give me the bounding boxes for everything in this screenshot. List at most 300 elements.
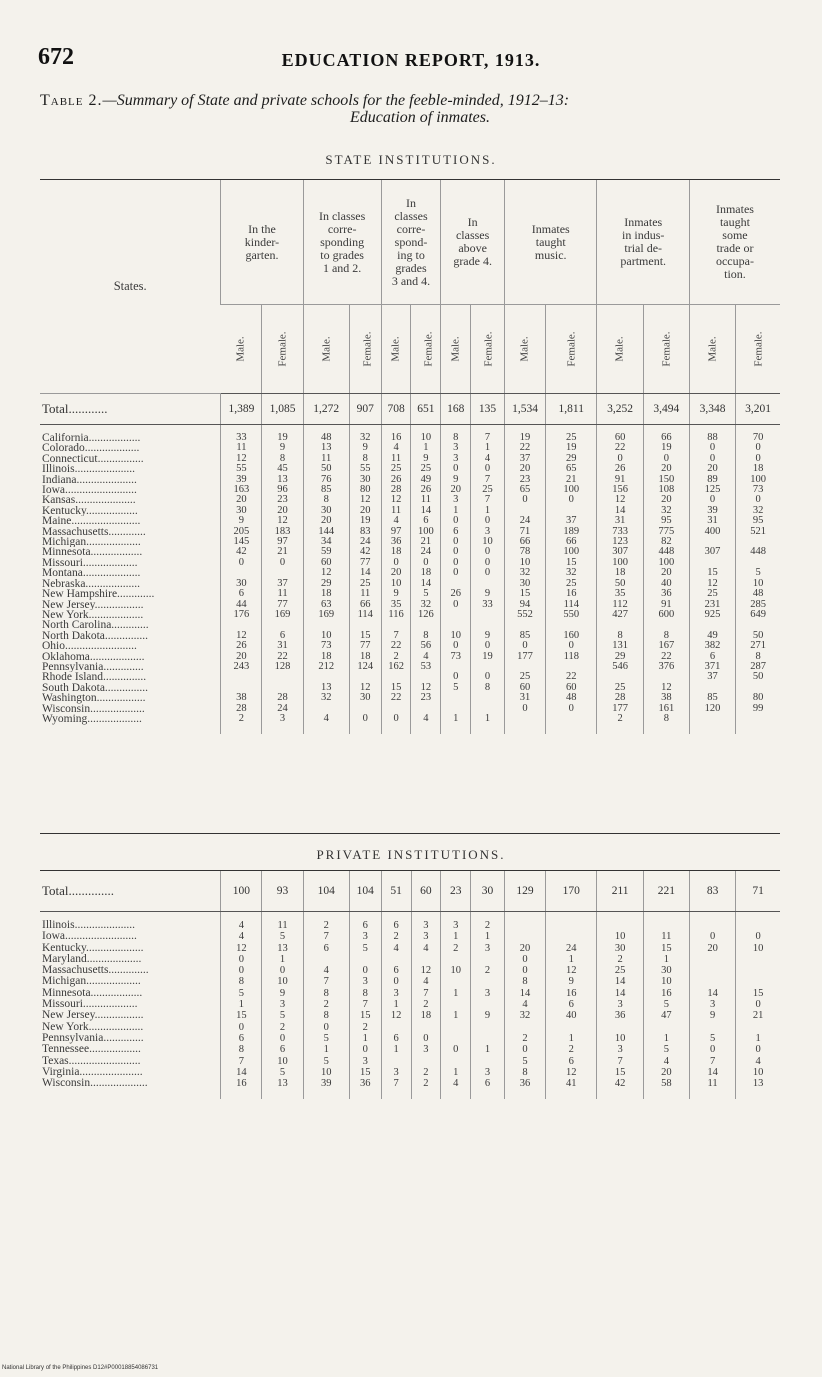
group-header-line: occupa- [715, 254, 754, 268]
table-cell: 5 [689, 1033, 735, 1044]
table-cell: 39 [221, 475, 262, 485]
table-cell [546, 912, 597, 932]
table-cell [381, 954, 411, 965]
table-cell: 600 [643, 610, 689, 620]
table-cell: 3 [471, 527, 505, 537]
table-cell: 42 [597, 1078, 643, 1099]
table-cell: 36 [381, 537, 411, 547]
table-cell: 12 [546, 965, 597, 976]
table-cell: 0 [221, 954, 262, 965]
table-cell: 20 [221, 495, 262, 505]
table-cell [505, 1022, 546, 1033]
row-label: Kansas..................... [42, 495, 136, 506]
row-label: Wisconsin................... [42, 703, 145, 714]
table-cell: 1 [471, 443, 505, 453]
table-cell: 7 [471, 425, 505, 444]
caption-line-2: Education of inmates. [350, 109, 490, 126]
table-cell: 60 [546, 683, 597, 693]
table-cell: 21 [262, 547, 303, 557]
table-cell: 4 [471, 454, 505, 464]
table-row [40, 443, 780, 453]
table-cell: 2 [381, 931, 411, 942]
table-cell [689, 912, 735, 932]
table-cell: 77 [262, 600, 303, 610]
table-cell: 243 [221, 662, 262, 672]
group-header-line: grade 4. [453, 254, 492, 268]
total-cell: 23 [441, 871, 471, 912]
table-cell: 19 [471, 652, 505, 662]
table-cell: 5 [303, 1056, 349, 1067]
table-cell [505, 714, 546, 734]
group-header-line: classes [394, 208, 428, 223]
table-cell [381, 704, 411, 714]
private-section-title: PRIVATE INSTITUTIONS. [316, 847, 506, 862]
table-cell [736, 965, 780, 976]
total-cell: 129 [505, 871, 546, 912]
table-cell: 9 [381, 589, 411, 599]
table-cell: 108 [643, 485, 689, 495]
table-cell: 50 [597, 579, 643, 589]
table-cell: 2 [441, 943, 471, 954]
table-row [40, 1078, 780, 1099]
female-column-header [471, 305, 505, 394]
table-cell: 10 [381, 579, 411, 589]
table-cell: 50 [736, 631, 780, 641]
table-cell: 1 [471, 931, 505, 942]
table-cell: 6 [381, 912, 411, 932]
female-column-header [643, 305, 689, 394]
table-cell: 22 [505, 443, 546, 453]
group-header-line: tion. [724, 267, 746, 281]
female-column-header [262, 305, 303, 394]
table-cell: 20 [689, 464, 735, 474]
table-cell: 19 [505, 425, 546, 444]
table-cell: 73 [303, 641, 349, 651]
row-label: North Carolina............. [42, 620, 149, 631]
table-cell: 0 [689, 1044, 735, 1055]
row-label: New York................... [42, 609, 144, 621]
table-cell: 120 [689, 704, 735, 714]
table-cell: 31 [262, 641, 303, 651]
group-header-line: In classes [318, 208, 366, 223]
table-cell: 5 [505, 1056, 546, 1067]
table-cell: 0 [221, 1022, 262, 1033]
table-cell: 32 [303, 693, 349, 703]
total-cell: 1,085 [262, 394, 303, 425]
table-cell: 0 [505, 965, 546, 976]
male-column-header [441, 305, 471, 394]
table-cell: 0 [505, 495, 546, 505]
table-cell: 12 [221, 943, 262, 954]
group-header-line: corre- [396, 221, 426, 236]
table-cell: 14 [411, 506, 441, 516]
table-cell: 15 [349, 631, 381, 641]
group-header-line: above [458, 241, 487, 255]
table-cell: 39 [303, 1078, 349, 1099]
table-cell: 163 [221, 485, 262, 495]
table-cell [349, 620, 381, 630]
table-cell: 3 [349, 1056, 381, 1067]
table-cell [411, 672, 441, 682]
row-label: Texas......................... [42, 1055, 141, 1067]
table-cell: 25 [546, 579, 597, 589]
table-cell: 11 [689, 1078, 735, 1099]
table-cell: 10 [597, 931, 643, 942]
table-cell: 25 [411, 464, 441, 474]
table-cell: 20 [441, 485, 471, 495]
table-cell: 9 [349, 443, 381, 453]
table-cell: 376 [643, 662, 689, 672]
table-cell: 6 [441, 527, 471, 537]
table-cell: 448 [643, 547, 689, 557]
table-cell: 521 [736, 527, 780, 537]
table-cell: 48 [736, 589, 780, 599]
table-cell: 177 [597, 704, 643, 714]
row-label: Kentucky.................. [42, 505, 138, 517]
private-institutions-table [40, 871, 780, 1099]
table-cell: 25 [597, 683, 643, 693]
table-cell: 42 [221, 547, 262, 557]
table-cell: 41 [546, 1078, 597, 1099]
table-cell: 5 [643, 1044, 689, 1055]
table-cell: 82 [643, 537, 689, 547]
table-cell: 18 [597, 568, 643, 578]
table-cell: 20 [643, 568, 689, 578]
table-cell: 12 [643, 683, 689, 693]
group-header-line: In the [248, 221, 276, 236]
table-cell: 0 [471, 516, 505, 526]
table-cell: 9 [546, 976, 597, 987]
table-cell: 0 [262, 965, 303, 976]
table-cell [505, 912, 546, 932]
row-label: California.................. [42, 432, 141, 444]
table-cell: 21 [736, 1010, 780, 1021]
table-cell: 287 [736, 662, 780, 672]
table-cell: 14 [349, 568, 381, 578]
table-cell: 18 [303, 589, 349, 599]
table-cell: 0 [303, 1022, 349, 1033]
table-cell: 28 [262, 693, 303, 703]
table-caption [40, 92, 800, 126]
table-row [40, 475, 780, 485]
sex-label: Female. [361, 331, 374, 367]
female-column-header [411, 305, 441, 394]
group-header [441, 180, 505, 305]
group-header-line: Inmates [715, 202, 754, 216]
table-cell: 20 [381, 568, 411, 578]
table-cell [597, 912, 643, 932]
table-cell: 1 [441, 931, 471, 942]
table-cell [471, 1056, 505, 1067]
group-header-line: kinder- [244, 234, 280, 249]
table-cell: 40 [546, 1010, 597, 1021]
table-cell: 371 [689, 662, 735, 672]
table-row [40, 631, 780, 641]
table-cell: 7 [689, 1056, 735, 1067]
row-label: Michigan................... [42, 537, 141, 548]
table-cell: 73 [736, 485, 780, 495]
table-cell [471, 1022, 505, 1033]
total-cell: 135 [471, 394, 505, 425]
table-cell: 0 [441, 1044, 471, 1055]
table-cell: 3 [381, 1067, 411, 1078]
table-row [40, 425, 780, 444]
row-label: Illinois..................... [42, 919, 135, 931]
table-cell: 100 [736, 475, 780, 485]
table-cell: 59 [303, 547, 349, 557]
table-cell: 5 [262, 931, 303, 942]
table-cell: 9 [689, 1010, 735, 1021]
table-cell: 60 [505, 683, 546, 693]
group-header-line: In [405, 195, 416, 210]
table-cell: 34 [303, 537, 349, 547]
table-cell: 8 [349, 988, 381, 999]
table-cell: 20 [349, 506, 381, 516]
table-cell: 176 [221, 610, 262, 620]
states-column-header: States. [40, 180, 221, 394]
table-cell: 28 [381, 485, 411, 495]
table-cell: 14 [597, 506, 643, 516]
table-cell: 45 [262, 464, 303, 474]
table-cell: 60 [597, 425, 643, 444]
table-cell [597, 620, 643, 630]
table-cell: 13 [262, 943, 303, 954]
group-header [689, 180, 780, 305]
table-cell: 3 [689, 999, 735, 1010]
sex-label: Male. [235, 336, 248, 362]
table-cell: 20 [505, 943, 546, 954]
table-cell: 1 [471, 1044, 505, 1055]
table-cell [262, 620, 303, 630]
table-cell: 15 [381, 683, 411, 693]
table-cell: 1 [441, 1010, 471, 1021]
group-header [303, 180, 381, 305]
table-cell: 3 [411, 912, 441, 932]
table-cell: 3 [349, 931, 381, 942]
table-cell: 29 [546, 454, 597, 464]
table-cell: 65 [546, 464, 597, 474]
table-cell [441, 693, 471, 703]
table-cell: 13 [262, 1078, 303, 1099]
table-cell: 55 [221, 464, 262, 474]
table-cell: 11 [643, 931, 689, 942]
table-cell: 0 [349, 965, 381, 976]
table-cell [643, 620, 689, 630]
row-label: Nebraska................... [42, 578, 141, 590]
table-cell: 3 [597, 1044, 643, 1055]
table-cell: 91 [597, 475, 643, 485]
table-cell: 100 [411, 527, 441, 537]
table-cell: 20 [221, 652, 262, 662]
table-cell: 5 [262, 1010, 303, 1021]
table-cell: 1 [736, 1033, 780, 1044]
table-cell: 30 [221, 506, 262, 516]
sex-label: Male. [519, 336, 532, 362]
table-cell: 39 [689, 506, 735, 516]
table-cell [736, 1022, 780, 1033]
table-cell: 97 [262, 537, 303, 547]
table-cell: 89 [689, 475, 735, 485]
table-cell: 1 [441, 506, 471, 516]
table-cell: 3 [262, 714, 303, 734]
table-cell: 7 [303, 976, 349, 987]
table-cell: 10 [643, 976, 689, 987]
table-cell [471, 620, 505, 630]
table-cell: 100 [643, 558, 689, 568]
table-row [40, 1010, 780, 1021]
table-cell: 0 [381, 976, 411, 987]
table-cell: 94 [505, 600, 546, 610]
table-row [40, 547, 780, 557]
table-cell: 11 [262, 589, 303, 599]
table-cell [471, 954, 505, 965]
table-cell: 150 [643, 475, 689, 485]
table-cell: 2 [471, 912, 505, 932]
table-cell: 128 [262, 662, 303, 672]
table-cell: 22 [546, 672, 597, 682]
table-cell: 20 [303, 516, 349, 526]
table-cell: 97 [381, 527, 411, 537]
table-cell [471, 579, 505, 589]
table-cell: 15 [505, 589, 546, 599]
table-cell: 0 [441, 537, 471, 547]
table-cell: 18 [736, 464, 780, 474]
table-row [40, 988, 780, 999]
table-cell: 4 [221, 912, 262, 932]
table-cell: 22 [643, 652, 689, 662]
table-cell: 11 [381, 454, 411, 464]
table-cell: 7 [381, 1078, 411, 1099]
table-cell: 0 [689, 495, 735, 505]
table-cell [689, 683, 735, 693]
row-label: Missouri................... [42, 999, 138, 1011]
table-cell: 0 [597, 454, 643, 464]
group-header-line: classes [455, 228, 490, 242]
table-cell: 22 [262, 652, 303, 662]
table-cell [441, 662, 471, 672]
table-cell: 20 [643, 495, 689, 505]
table-cell: 91 [643, 600, 689, 610]
table-cell: 35 [381, 600, 411, 610]
table-cell: 0 [441, 672, 471, 682]
table-cell: 3 [471, 988, 505, 999]
table-cell: 47 [643, 1010, 689, 1021]
table-cell: 28 [221, 704, 262, 714]
row-label: New Jersey................. [42, 599, 144, 610]
table-cell [441, 579, 471, 589]
table-cell: 71 [505, 527, 546, 537]
table-cell: 0 [262, 1033, 303, 1044]
group-header [505, 180, 597, 305]
table-row [40, 516, 780, 526]
table-cell: 4 [441, 1078, 471, 1099]
table-cell: 10 [303, 631, 349, 641]
table-cell [689, 620, 735, 630]
table-cell: 2 [505, 1033, 546, 1044]
table-cell [736, 683, 780, 693]
table-cell [441, 999, 471, 1010]
table-cell: 12 [381, 495, 411, 505]
table-cell [441, 704, 471, 714]
table-cell: 2 [411, 1078, 441, 1099]
table-cell: 38 [643, 693, 689, 703]
table-cell: 21 [411, 537, 441, 547]
table-row [40, 931, 780, 942]
total-cell: 93 [262, 871, 303, 912]
table-cell: 10 [736, 1067, 780, 1078]
table-cell: 31 [505, 693, 546, 703]
row-label: Indiana..................... [42, 474, 137, 486]
group-header-line: taught [535, 234, 566, 249]
table-cell: 19 [643, 443, 689, 453]
group-header-line: 3 and 4. [391, 273, 431, 288]
total-row [40, 394, 780, 425]
table-cell [441, 1022, 471, 1033]
table-cell: 26 [411, 485, 441, 495]
table-cell: 4 [643, 1056, 689, 1067]
group-header-line: partment. [620, 254, 667, 268]
total-cell: 1,389 [221, 394, 262, 425]
table-cell: 66 [349, 600, 381, 610]
table-cell: 26 [441, 589, 471, 599]
table-row [40, 683, 780, 693]
table-cell: 19 [546, 443, 597, 453]
table-cell: 7 [221, 1056, 262, 1067]
table-cell: 4 [381, 443, 411, 453]
table-cell: 0 [411, 1033, 441, 1044]
table-cell: 8 [221, 976, 262, 987]
table-cell: 22 [381, 693, 411, 703]
table-cell: 3 [349, 976, 381, 987]
table-row [40, 704, 780, 714]
table-cell: 12 [597, 495, 643, 505]
table-cell: 382 [689, 641, 735, 651]
table-cell: 112 [597, 600, 643, 610]
sex-label: Female. [660, 331, 673, 367]
table-cell: 0 [441, 600, 471, 610]
table-cell: 95 [643, 516, 689, 526]
female-column-header [736, 305, 780, 394]
table-cell: 14 [689, 1067, 735, 1078]
row-label: Minnesota.................. [42, 547, 143, 558]
table-cell: 30 [303, 506, 349, 516]
table-cell: 14 [221, 1067, 262, 1078]
table-cell: 1 [471, 714, 505, 734]
table-cell: 30 [597, 943, 643, 954]
group-header-row [40, 180, 780, 305]
table-cell: 44 [221, 600, 262, 610]
table-cell [262, 683, 303, 693]
row-label: Connecticut................ [42, 453, 144, 465]
table-cell: 6 [546, 1056, 597, 1067]
group-header-line: spond- [394, 234, 428, 249]
table-cell: 448 [736, 547, 780, 557]
table-cell: 15 [349, 1010, 381, 1021]
table-cell: 552 [505, 610, 546, 620]
row-label: Iowa......................... [42, 485, 137, 496]
table-cell: 85 [303, 485, 349, 495]
table-cell: 2 [546, 1044, 597, 1055]
table-cell: 56 [411, 641, 441, 651]
table-cell: 5 [643, 999, 689, 1010]
table-cell: 167 [643, 641, 689, 651]
table-cell: 3 [441, 912, 471, 932]
table-cell: 2 [221, 714, 262, 734]
table-cell: 0 [441, 558, 471, 568]
table-cell: 18 [411, 568, 441, 578]
group-header-line: sponding [320, 234, 365, 249]
table-cell [221, 620, 262, 630]
